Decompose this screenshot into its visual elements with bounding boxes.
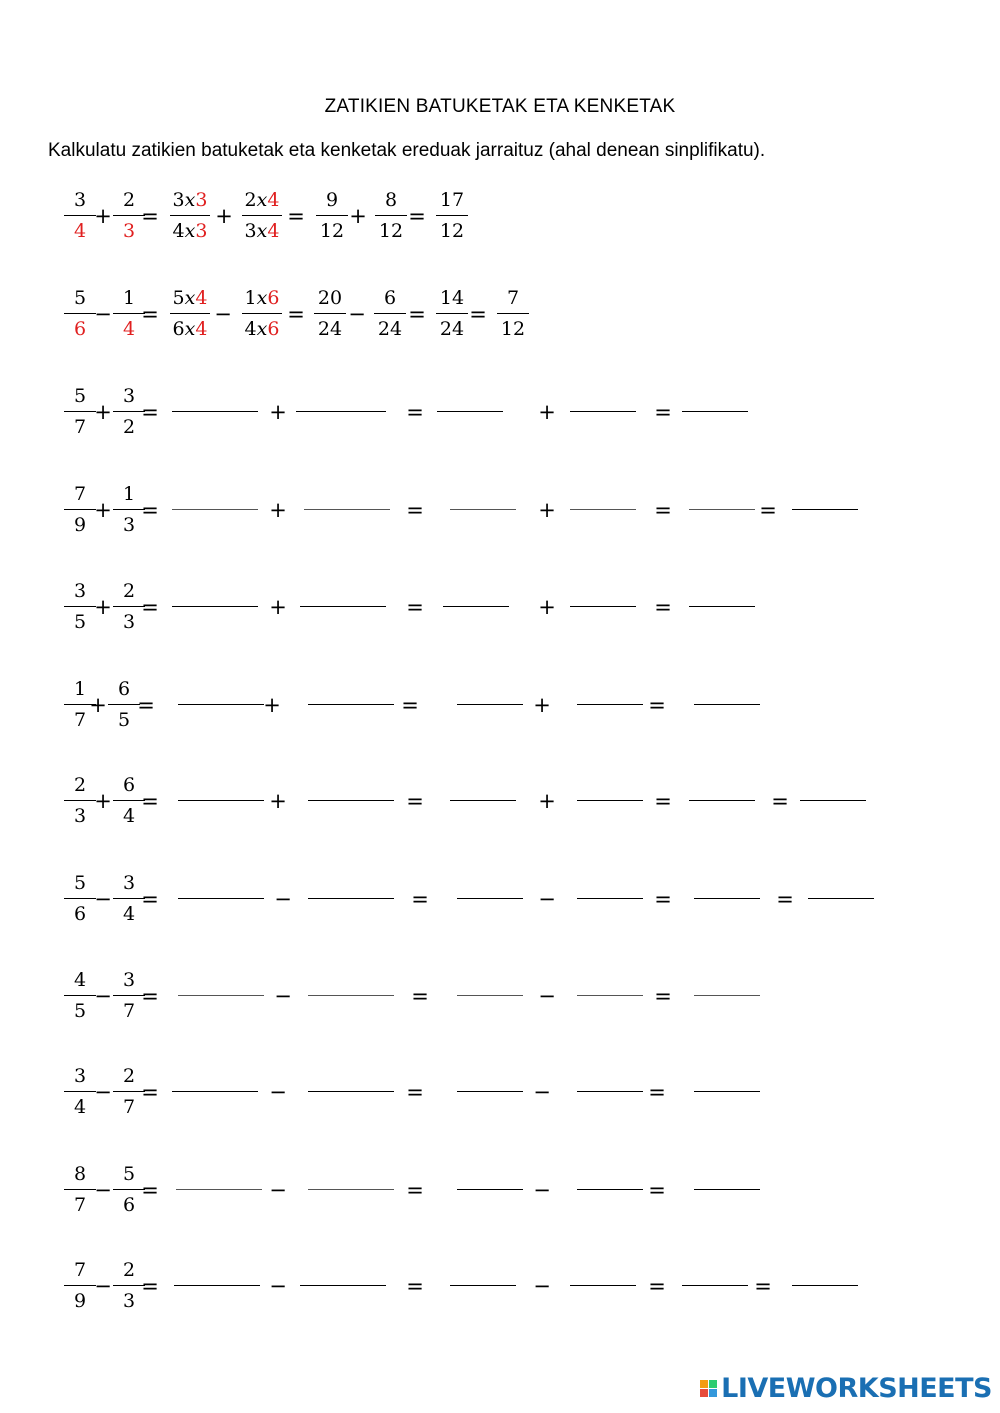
equals-sign: = <box>401 693 419 717</box>
fraction-bar <box>375 215 407 216</box>
answer-blank[interactable] <box>694 898 760 899</box>
denominator: 4x6 <box>244 318 280 340</box>
instructions: Kalkulatu zatikien batuketak eta kenketak ereduak jarraituz (ahal denean sinplifikatu). <box>48 140 766 161</box>
page-title: ZATIKIEN BATUKETAK ETA KENKETAK <box>324 96 676 117</box>
answer-blank[interactable] <box>689 606 755 607</box>
equals-sign: = <box>287 204 305 228</box>
operator: − <box>94 1080 112 1104</box>
operator: + <box>94 498 112 522</box>
equals-sign: = <box>141 984 159 1008</box>
fraction <box>312 187 352 244</box>
numerator: 1 <box>122 287 136 309</box>
exercise-3 <box>0 578 1000 658</box>
denominator: 3 <box>122 220 136 242</box>
answer-blank[interactable] <box>443 606 509 607</box>
answer-blank[interactable] <box>577 898 643 899</box>
denominator: 4x3 <box>172 220 208 242</box>
operator: − <box>94 887 112 911</box>
fraction-bar <box>497 313 529 314</box>
numerator: 3 <box>73 1065 87 1087</box>
operator: − <box>274 887 292 911</box>
numerator: 6 <box>383 287 397 309</box>
answer-blank[interactable] <box>308 1189 394 1190</box>
equals-sign: = <box>141 498 159 522</box>
operator: − <box>348 302 366 326</box>
fraction <box>238 187 286 244</box>
liveworksheets-logo <box>700 1373 992 1403</box>
fraction <box>432 187 472 244</box>
answer-blank[interactable] <box>172 606 258 607</box>
equals-sign: = <box>141 302 159 326</box>
answer-blank[interactable] <box>450 1285 516 1286</box>
answer-blank[interactable] <box>792 509 858 510</box>
denominator: 12 <box>500 318 526 340</box>
denominator: 4 <box>122 805 136 827</box>
denominator: 12 <box>439 220 465 242</box>
answer-blank[interactable] <box>308 704 394 705</box>
numerator: 8 <box>384 189 398 211</box>
operator: − <box>94 1274 112 1298</box>
operator: − <box>269 1080 287 1104</box>
fraction <box>166 187 214 244</box>
numerator: 2 <box>122 1065 136 1087</box>
answer-blank[interactable] <box>577 800 643 801</box>
answer-blank[interactable] <box>172 1091 258 1092</box>
answer-blank[interactable] <box>296 411 386 412</box>
equals-sign: = <box>654 498 672 522</box>
numerator: 4 <box>73 969 87 991</box>
answer-blank[interactable] <box>437 411 503 412</box>
fraction <box>310 285 350 342</box>
numerator: 6 <box>122 774 136 796</box>
numerator: 8 <box>73 1163 87 1185</box>
equals-sign: = <box>411 887 429 911</box>
equals-sign: = <box>648 693 666 717</box>
denominator: 3 <box>122 1290 136 1312</box>
exercise-7 <box>0 967 1000 1047</box>
answer-blank[interactable] <box>570 509 636 510</box>
equals-sign: = <box>648 1080 666 1104</box>
equals-sign: = <box>759 498 777 522</box>
equals-sign: = <box>141 1178 159 1202</box>
denominator: 2 <box>122 416 136 438</box>
answer-blank[interactable] <box>577 704 643 705</box>
equals-sign: = <box>654 887 672 911</box>
numerator: 5 <box>122 1163 136 1185</box>
exercise-9 <box>0 1161 1000 1241</box>
denominator: 6x4 <box>172 318 208 340</box>
answer-blank[interactable] <box>808 898 874 899</box>
operator: + <box>94 204 112 228</box>
numerator: 7 <box>73 483 87 505</box>
operator: − <box>533 1080 551 1104</box>
answer-blank[interactable] <box>308 1091 394 1092</box>
liveworksheets-logo-icon <box>700 1380 717 1397</box>
operator: − <box>269 1178 287 1202</box>
answer-blank[interactable] <box>689 509 755 510</box>
numerator: 7 <box>506 287 520 309</box>
denominator: 3x4 <box>244 220 280 242</box>
equals-sign: = <box>648 1178 666 1202</box>
fraction <box>166 285 214 342</box>
answer-blank[interactable] <box>457 1091 523 1092</box>
numerator: 2 <box>122 189 136 211</box>
fraction-bar <box>436 215 468 216</box>
equals-sign: = <box>141 204 159 228</box>
answer-blank[interactable] <box>308 995 394 996</box>
fraction-bar <box>170 313 210 314</box>
answer-blank[interactable] <box>689 800 755 801</box>
numerator: 9 <box>325 189 339 211</box>
answer-blank[interactable] <box>172 509 258 510</box>
numerator: 1 <box>73 678 87 700</box>
answer-blank[interactable] <box>682 411 748 412</box>
answer-blank[interactable] <box>457 1189 523 1190</box>
denominator: 7 <box>73 416 87 438</box>
numerator: 17 <box>439 189 465 211</box>
operator: − <box>94 984 112 1008</box>
numerator: 3 <box>73 189 87 211</box>
denominator: 4 <box>122 903 136 925</box>
answer-blank[interactable] <box>694 995 760 996</box>
denominator: 5 <box>73 611 87 633</box>
operator: + <box>215 204 233 228</box>
numerator: 2 <box>73 774 87 796</box>
answer-blank[interactable] <box>178 704 264 705</box>
numerator: 3x3 <box>172 189 208 211</box>
denominator: 3 <box>122 514 136 536</box>
equals-sign: = <box>469 302 487 326</box>
operator: + <box>538 789 556 813</box>
fraction-bar <box>64 1285 96 1286</box>
answer-blank[interactable] <box>178 995 264 996</box>
equals-sign: = <box>754 1274 772 1298</box>
answer-blank[interactable] <box>570 411 636 412</box>
denominator: 12 <box>319 220 345 242</box>
denominator: 5 <box>73 1000 87 1022</box>
operator: − <box>214 302 232 326</box>
exercise-10 <box>0 1257 1000 1337</box>
fraction-bar <box>64 1091 96 1092</box>
numerator: 7 <box>73 1259 87 1281</box>
example-equation-1 <box>0 187 1000 267</box>
equals-sign: = <box>406 1080 424 1104</box>
operator: − <box>269 1274 287 1298</box>
fraction <box>370 285 410 342</box>
fraction <box>371 187 411 244</box>
equals-sign: = <box>408 302 426 326</box>
denominator: 3 <box>73 805 87 827</box>
answer-blank[interactable] <box>174 1285 260 1286</box>
answer-blank[interactable] <box>577 995 643 996</box>
operator: − <box>94 302 112 326</box>
equals-sign: = <box>411 984 429 1008</box>
numerator: 3 <box>73 580 87 602</box>
denominator: 4 <box>73 220 87 242</box>
equals-sign: = <box>406 1274 424 1298</box>
answer-blank[interactable] <box>694 704 760 705</box>
fraction-bar <box>64 898 96 899</box>
equals-sign: = <box>141 1274 159 1298</box>
denominator: 6 <box>122 1194 136 1216</box>
operator: + <box>538 498 556 522</box>
numerator: 1x6 <box>244 287 280 309</box>
numerator: 2x4 <box>244 189 280 211</box>
answer-blank[interactable] <box>450 800 516 801</box>
answer-blank[interactable] <box>308 800 394 801</box>
equals-sign: = <box>654 789 672 813</box>
fraction <box>238 285 286 342</box>
denominator: 24 <box>377 318 403 340</box>
answer-blank[interactable] <box>682 1285 748 1286</box>
equals-sign: = <box>406 498 424 522</box>
numerator: 5 <box>73 872 87 894</box>
equals-sign: = <box>141 400 159 424</box>
operator: + <box>269 498 287 522</box>
fraction-bar <box>242 313 282 314</box>
denominator: 9 <box>73 514 87 536</box>
equals-sign: = <box>654 984 672 1008</box>
fraction-bar <box>64 800 96 801</box>
logo-text: LIVEWORKSHEETS <box>721 1372 992 1404</box>
equals-sign: = <box>654 400 672 424</box>
answer-blank[interactable] <box>300 606 386 607</box>
answer-blank[interactable] <box>800 800 866 801</box>
fraction <box>493 285 533 342</box>
answer-blank[interactable] <box>457 704 523 705</box>
equals-sign: = <box>137 693 155 717</box>
fraction-bar <box>64 995 96 996</box>
numerator: 6 <box>117 678 131 700</box>
answer-blank[interactable] <box>304 509 390 510</box>
denominator: 12 <box>378 220 404 242</box>
answer-blank[interactable] <box>577 1189 643 1190</box>
example-equation-2 <box>0 285 1000 365</box>
answer-blank[interactable] <box>792 1285 858 1286</box>
operator: + <box>94 789 112 813</box>
operator: + <box>94 400 112 424</box>
operator: + <box>94 595 112 619</box>
equals-sign: = <box>648 1274 666 1298</box>
operator: − <box>533 1274 551 1298</box>
operator: + <box>269 400 287 424</box>
numerator: 5 <box>73 287 87 309</box>
operator: + <box>349 204 367 228</box>
answer-blank[interactable] <box>450 509 516 510</box>
fraction <box>432 285 472 342</box>
fraction-bar <box>170 215 210 216</box>
answer-blank[interactable] <box>694 1091 760 1092</box>
equals-sign: = <box>141 789 159 813</box>
equals-sign: = <box>287 302 305 326</box>
answer-blank[interactable] <box>577 1091 643 1092</box>
fraction-bar <box>64 411 96 412</box>
answer-blank[interactable] <box>457 995 523 996</box>
numerator: 5x4 <box>172 287 208 309</box>
answer-blank[interactable] <box>457 898 523 899</box>
exercise-8 <box>0 1063 1000 1143</box>
fraction-bar <box>64 313 96 314</box>
equals-sign: = <box>406 1178 424 1202</box>
exercise-2 <box>0 481 1000 561</box>
fraction-bar <box>242 215 282 216</box>
exercise-6 <box>0 870 1000 950</box>
numerator: 5 <box>73 385 87 407</box>
fraction-bar <box>314 313 346 314</box>
denominator: 6 <box>73 903 87 925</box>
operator: + <box>89 693 107 717</box>
operator: − <box>533 1178 551 1202</box>
equals-sign: = <box>141 595 159 619</box>
numerator: 3 <box>122 385 136 407</box>
operator: + <box>538 595 556 619</box>
answer-blank[interactable] <box>308 898 394 899</box>
equals-sign: = <box>408 204 426 228</box>
fraction-bar <box>436 313 468 314</box>
fraction-bar <box>64 215 96 216</box>
equals-sign: = <box>771 789 789 813</box>
denominator: 7 <box>122 1096 136 1118</box>
fraction-bar <box>374 313 406 314</box>
answer-blank[interactable] <box>570 606 636 607</box>
denominator: 3 <box>122 611 136 633</box>
answer-blank[interactable] <box>178 800 264 801</box>
denominator: 6 <box>73 318 87 340</box>
exercise-4 <box>0 676 1000 756</box>
denominator: 7 <box>73 1194 87 1216</box>
operator: + <box>269 789 287 813</box>
operator: − <box>538 887 556 911</box>
denominator: 24 <box>317 318 343 340</box>
denominator: 5 <box>117 709 131 731</box>
operator: − <box>274 984 292 1008</box>
equals-sign: = <box>776 887 794 911</box>
denominator: 9 <box>73 1290 87 1312</box>
fraction-bar <box>64 606 96 607</box>
answer-blank[interactable] <box>300 1285 386 1286</box>
fraction-bar <box>316 215 348 216</box>
numerator: 2 <box>122 580 136 602</box>
operator: + <box>263 693 281 717</box>
denominator: 4 <box>122 318 136 340</box>
operator: + <box>538 400 556 424</box>
denominator: 24 <box>439 318 465 340</box>
operator: − <box>94 1178 112 1202</box>
numerator: 2 <box>122 1259 136 1281</box>
exercise-1 <box>0 383 1000 463</box>
fraction-bar <box>64 1189 96 1190</box>
exercise-5 <box>0 772 1000 852</box>
numerator: 1 <box>122 483 136 505</box>
operator: − <box>538 984 556 1008</box>
answer-blank[interactable] <box>570 1285 636 1286</box>
answer-blank[interactable] <box>176 1189 262 1190</box>
fraction-bar <box>64 509 96 510</box>
equals-sign: = <box>654 595 672 619</box>
denominator: 7 <box>122 1000 136 1022</box>
numerator: 3 <box>122 969 136 991</box>
answer-blank[interactable] <box>694 1189 760 1190</box>
denominator: 4 <box>73 1096 87 1118</box>
equals-sign: = <box>406 789 424 813</box>
answer-blank[interactable] <box>178 898 264 899</box>
equals-sign: = <box>406 595 424 619</box>
numerator: 3 <box>122 872 136 894</box>
equals-sign: = <box>406 400 424 424</box>
equals-sign: = <box>141 887 159 911</box>
answer-blank[interactable] <box>172 411 258 412</box>
operator: + <box>533 693 551 717</box>
equals-sign: = <box>141 1080 159 1104</box>
numerator: 14 <box>439 287 465 309</box>
numerator: 20 <box>317 287 343 309</box>
denominator: 7 <box>73 709 87 731</box>
operator: + <box>269 595 287 619</box>
